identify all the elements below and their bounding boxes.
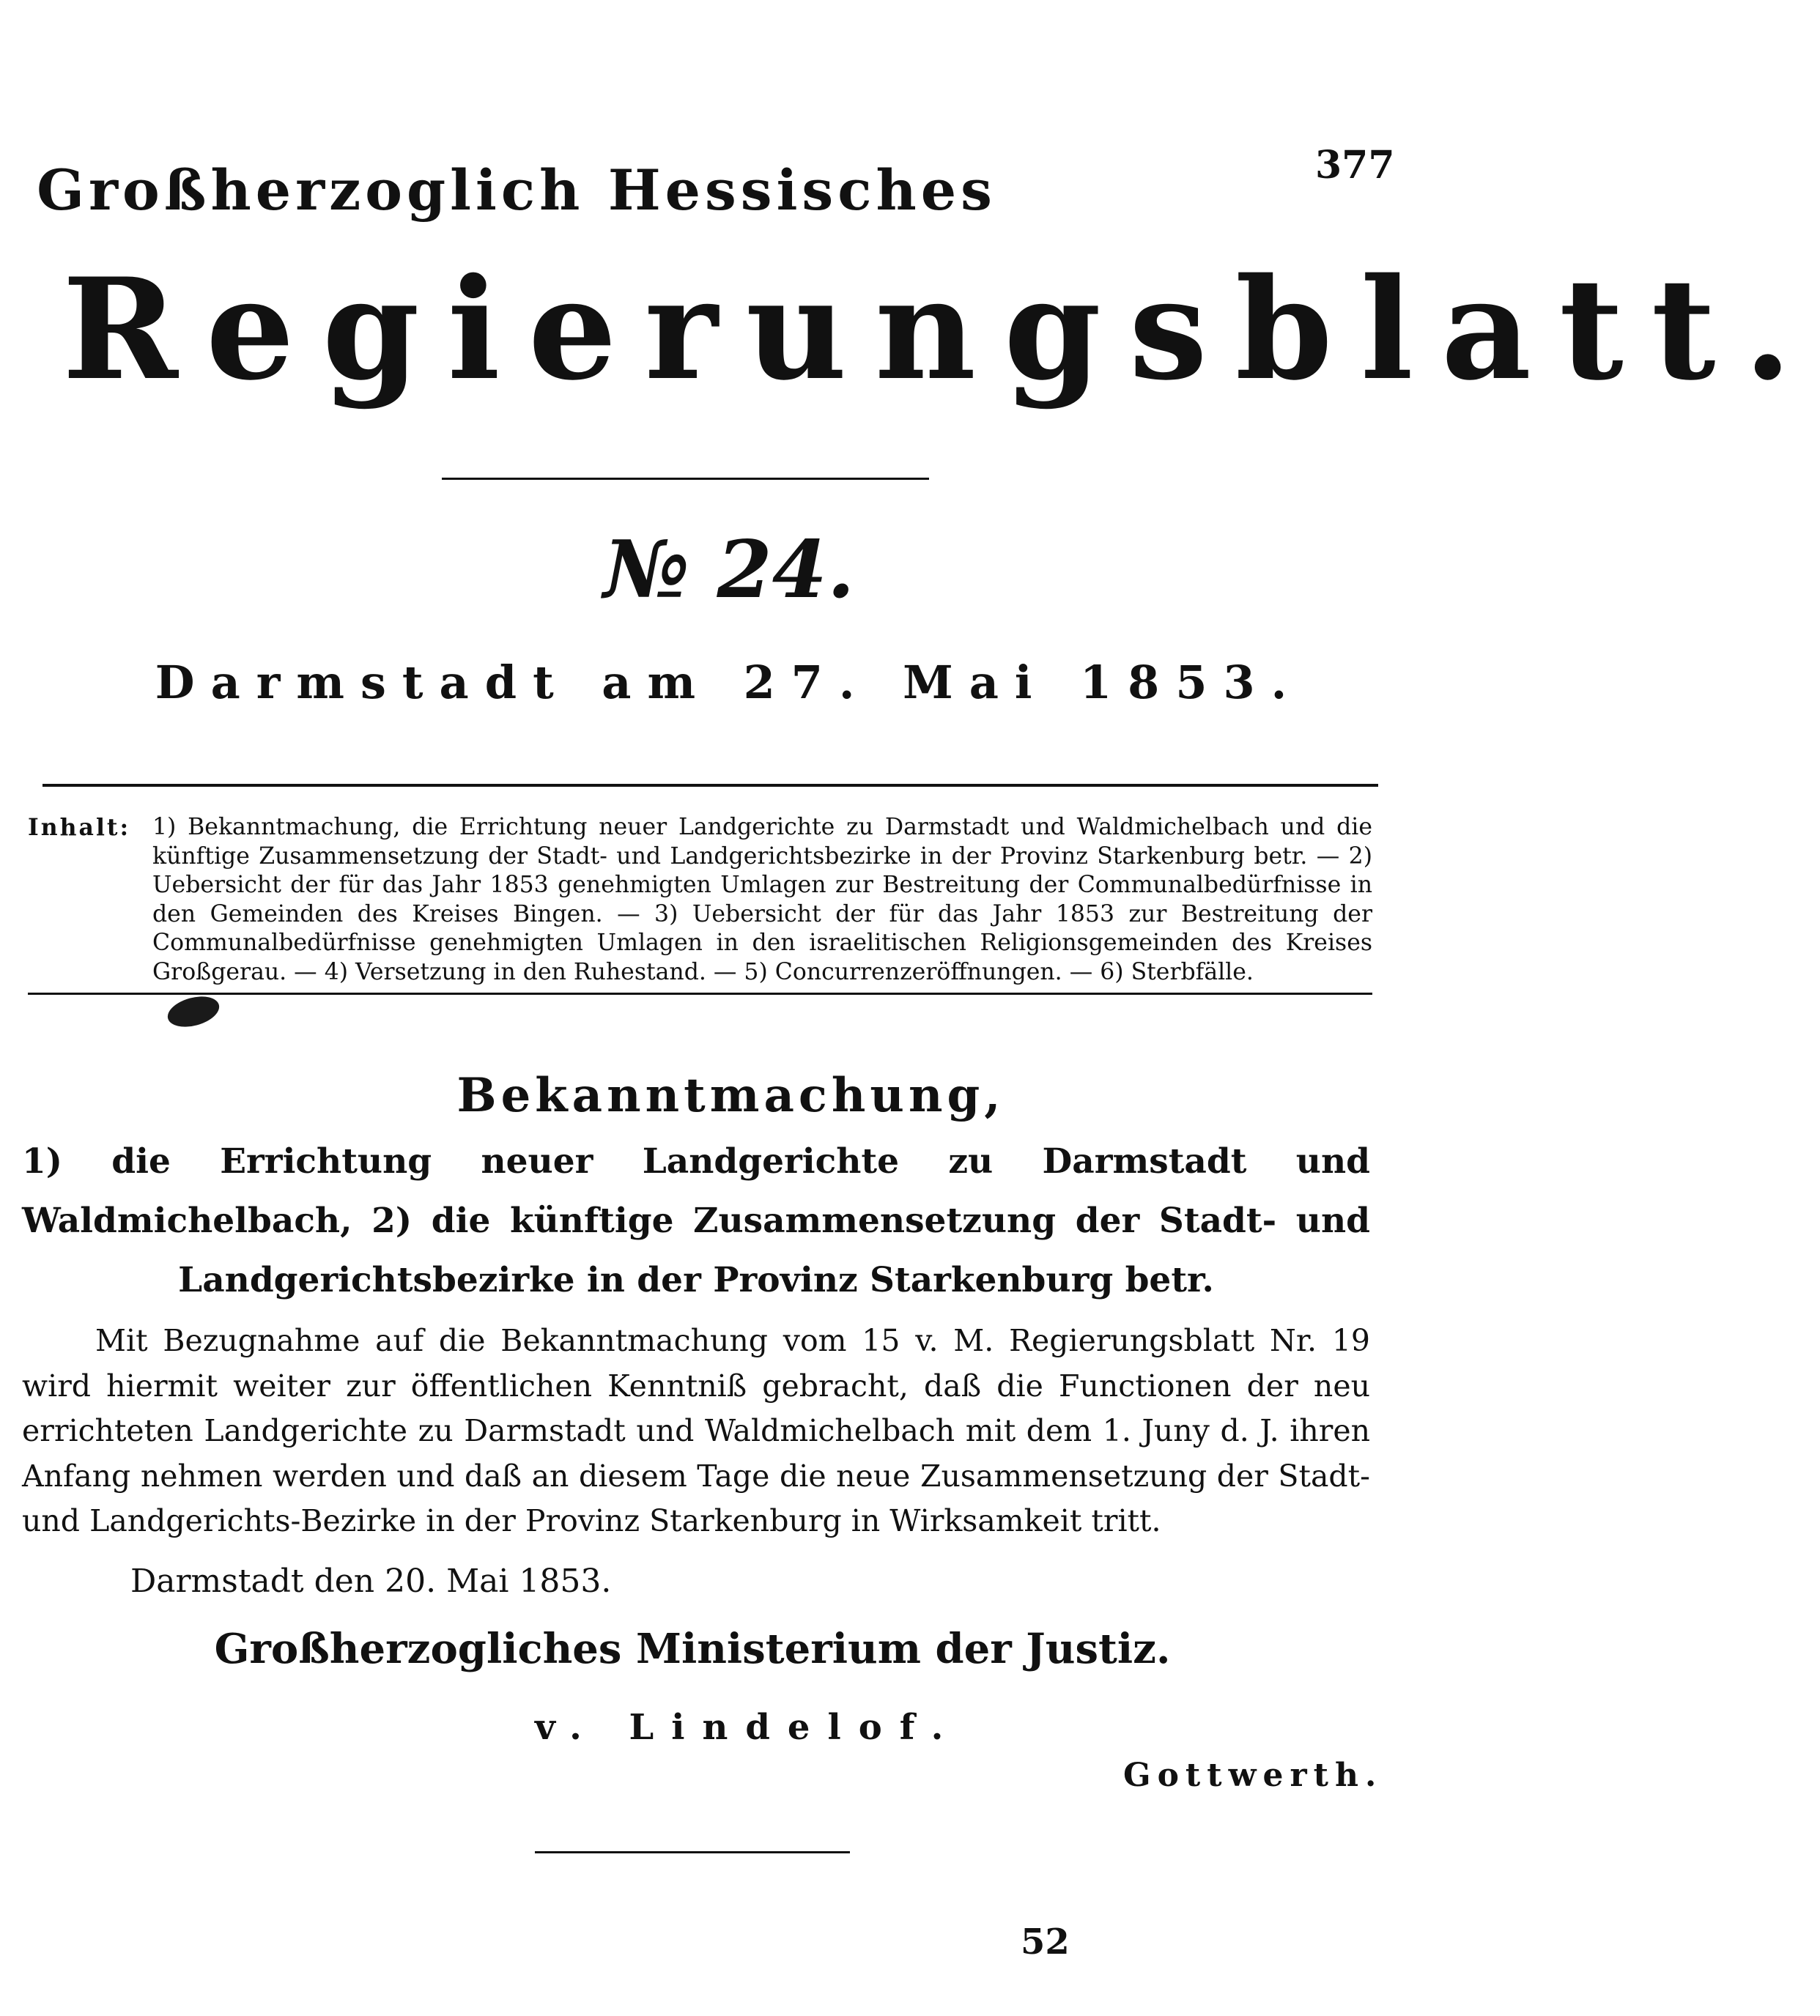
masthead-subtitle: Großherzoglich Hessisches <box>37 158 996 223</box>
closing-divider <box>535 1851 850 1853</box>
signature-lindelof: v. Lindelof. <box>535 1707 961 1748</box>
issue-number: № 24. <box>603 524 855 616</box>
contents-label: Inhalt: <box>28 814 131 841</box>
announcement-subtitle: 1) die Errichtung neuer Landgerichte zu Darmstadt und Waldmichelbach, 2) die künftige Zusammensetzung der Stadt- und Landgerichtsbezirke in der Provinz Starkenburg betr. <box>22 1141 1370 1300</box>
contents-top-divider <box>42 784 1378 787</box>
issue-dateline: Darmstadt am 27. Mai 1853. <box>155 656 1303 709</box>
ink-smudge <box>164 991 222 1031</box>
contents-bottom-divider <box>28 993 1372 995</box>
announcement-title: Bekanntmachung, <box>456 1068 1005 1123</box>
table-of-contents <box>28 813 1372 987</box>
ministry-name: Großherzogliches Ministerium der Justiz. <box>214 1625 1171 1673</box>
masthead-divider <box>442 478 929 480</box>
sheet-number: 52 <box>1021 1922 1070 1963</box>
page-number: 377 <box>1315 143 1395 188</box>
announcement-date: Darmstadt den 20. Mai 1853. <box>130 1563 612 1600</box>
masthead-title: Regierungsblatt. <box>62 248 1820 411</box>
signature-gottwerth: Gottwerth. <box>1123 1757 1383 1794</box>
announcement-body: Mit Bezugnahme auf die Bekanntmachung vom 15 v. M. Regierungsblatt Nr. 19 wird hiermit weiter zur öffentlichen Kenntniß gebracht, daß die Functionen der neu errichteten Landgerichte zu Darmstadt und Waldmichelbach mit dem 1. Juny d. J. ihren Anfang nehmen werden und daß an diesem Tage die neue Zusammensetzung der Stadt- und Landgerichts-Bezirke in der Provinz Starkenburg in Wirksamkeit tritt. <box>22 1323 1370 1538</box>
contents-text: 1) Bekanntmachung, die Errichtung neuer Landgerichte zu Darmstadt und Waldmichelbach und die künftige Zusammensetzung der Stadt- und Landgerichtsbezirke in der Provinz Starkenburg betr. — 2) Uebersicht der für das Jahr 1853 genehmigten Umlagen zur Bestreitung der Communalbedürfnisse in den Gemeinden des Kreises Bingen. — 3) Uebersicht der für das Jahr 1853 zur Bestreitung der Communalbedürfnisse genehmigten Umlagen in den israelitischen Religionsgemeinden des Kreises Großgerau. — 4) Versetzung in den Ruhestand. — 5) Concurrenzeröffnungen. — 6) Sterbfälle. <box>152 814 1372 985</box>
